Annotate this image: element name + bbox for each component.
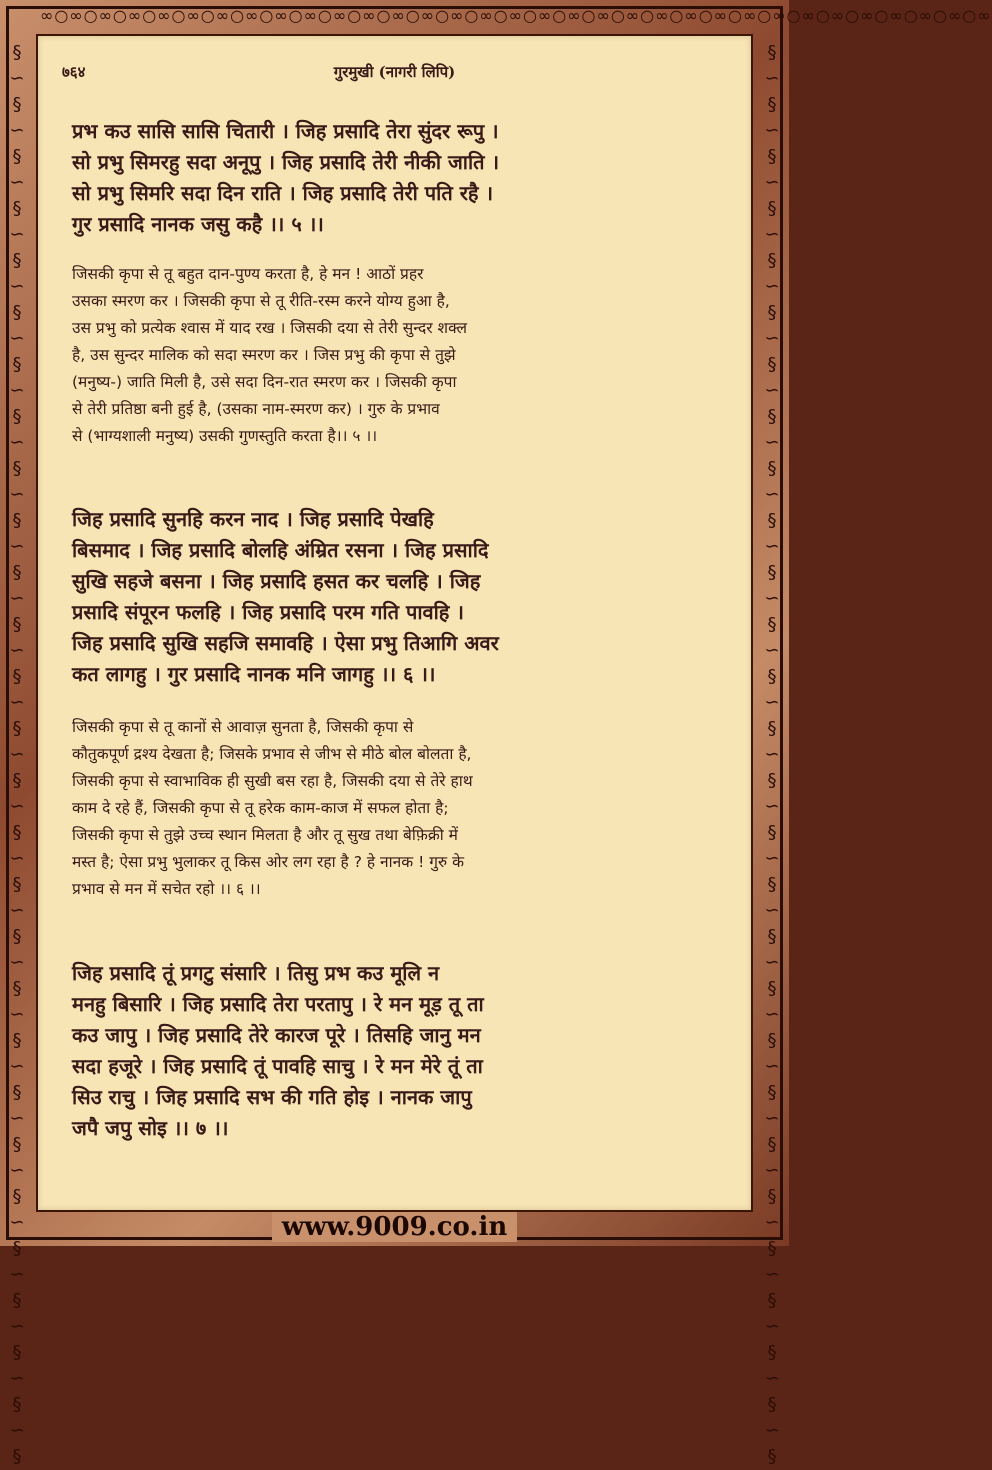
verse-5 [72,116,724,240]
translation-line: मस्त है; ऐसा प्रभु भुलाकर तू किस ओर लग रहा है ? हे नानक ! गुरु के [72,853,465,871]
verse-line: सिउ राचु । जिह प्रसादि सभ की गति होइ । नानक जापु [72,1085,472,1109]
verse-line: कत लागहु । गुर प्रसादि नानक मनि जागहु ।। ६ ।। [72,662,436,686]
verse-line: जिह प्रसादि सुखि सहजि समावहि । ऐसा प्रभु तिआगि अवर [72,631,499,655]
website-url-footer [0,1212,789,1242]
verse-line: सो प्रभु सिमरि सदा दिन राति । जिह प्रसादि तेरी पति रहै । [72,181,494,205]
website-url: www.9009.co.in [272,1212,518,1242]
verse-line: जिह प्रसादि तूं प्रगटु संसारि । तिसु प्रभ कउ मूलि न [72,961,440,985]
page-header [38,62,751,86]
running-title: गुरमुखी (नागरी लिपि) [333,63,456,81]
right-ornament: § ∽ § ∽ § ∽ § ∽ § ∽ § ∽ § ∽ § ∽ § ∽ § ∽ § ∽ § ∽ § ∽ § ∽ § ∽ § ∽ § ∽ § ∽ § ∽ § ∽ § ∽ § ∽ § ∽ § ∽ § ∽ § ∽ § ∽ § [764,42,780,1467]
verse-7 [72,958,724,1144]
translation-6 [72,714,724,903]
verse-line: सदा हजूरे । जिह प्रसादि तूं पावहि साचु । रे मन मेरे तूं ता [72,1054,483,1078]
verse-line: कउ जापु । जिह प्रसादि तेरे कारज पूरे । तिसहि जानु मन [72,1023,481,1047]
translation-line: प्रभाव से मन में सचेत रहो ।। ६ ।। [72,880,261,898]
book-page [36,34,753,1212]
translation-line: उस प्रभु को प्रत्येक श्वास में याद रख । जिसकी दया से तेरी सुन्दर शक्ल [72,319,468,337]
verse-line: प्रसादि संपूरन फलहि । जिह प्रसादि परम गति पावहि । [72,600,464,624]
translation-line: से (भाग्यशाली मनुष्य) उसकी गुणस्तुति करता है।। ५ ।। [72,427,378,445]
translation-line: जिसकी कृपा से तुझे उच्च स्थान मिलता है और तू सुख तथा बेफ़िक्री में [72,826,458,844]
translation-line: जिसकी कृपा से स्वाभाविक ही सुखी बस रहा है, जिसकी दया से तेरे हाथ [72,772,473,790]
verse-line: प्रभ कउ सासि सासि चितारी । जिह प्रसादि तेरा सुंदर रूपु । [72,119,499,143]
verse-line: सुखि सहजे बसना । जिह प्रसादि हसत कर चलहि । जिह [72,569,481,593]
verse-line: जिह प्रसादि सुनहि करन नाद । जिह प्रसादि पेखहि [72,507,434,531]
translation-line: काम दे रहे हैं, जिसकी कृपा से तू हरेक काम-काज में सफल होता है; [72,799,449,817]
verse-line: गुर प्रसादि नानक जसु कहै ।। ५ ।। [72,212,324,236]
translation-line: है, उस सुन्दर मालिक को सदा स्मरण कर । जिस प्रभु की कृपा से तुझे [72,346,456,364]
translation-5 [72,261,724,450]
translation-line: उसका स्मरण कर । जिसकी कृपा से तू रीति-रस्म करने योग्य हुआ है, [72,292,450,310]
translation-line: (मनुष्य-) जाति मिली है, उसे सदा दिन-रात स्मरण कर । जिसकी कृपा [72,373,457,391]
translation-line: से तेरी प्रतिष्ठा बनी हुई है, (उसका नाम-स्मरण कर) । गुरु के प्रभाव [72,400,440,418]
page-number: ७६४ [62,63,86,81]
top-ornament: ∞○∞○∞○∞○∞○∞○∞○∞○∞○∞○∞○∞○∞○∞○∞○∞○∞○∞○∞○∞○∞○∞○∞○∞○∞○∞○∞○∞○∞○∞○∞○∞○∞ [40,6,992,25]
verse-line: सो प्रभु सिमरहु सदा अनूपु । जिह प्रसादि तेरी नीकी जाति । [72,150,500,174]
verse-6 [72,504,724,690]
translation-line: जिसकी कृपा से तू बहुत दान-पुण्य करता है, हे मन ! आठों प्रहर [72,265,424,283]
translation-line: जिसकी कृपा से तू कानों से आवाज़ सुनता है, जिसकी कृपा से [72,718,414,736]
verse-line: मनहु बिसारि । जिह प्रसादि तेरा परतापु । रे मन मूड़ तू ता [72,992,484,1016]
verse-line: बिसमाद । जिह प्रसादि बोलहि अंम्रित रसना । जिह प्रसादि [72,538,489,562]
left-ornament: § ∽ § ∽ § ∽ § ∽ § ∽ § ∽ § ∽ § ∽ § ∽ § ∽ § ∽ § ∽ § ∽ § ∽ § ∽ § ∽ § ∽ § ∽ § ∽ § ∽ § ∽ § ∽ § ∽ § ∽ § ∽ § ∽ § ∽ § [9,42,25,1467]
translation-line: कौतुकपूर्ण द्रश्य देखता है; जिसके प्रभाव से जीभ से मीठे बोल बोलता है, [72,745,472,763]
verse-line: जपै जपु सोइ ।। ७ ।। [72,1116,229,1140]
